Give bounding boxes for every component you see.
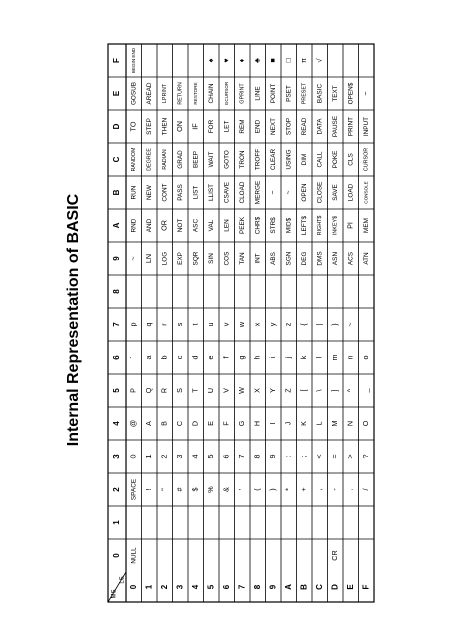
table-cell: MERGE: [254, 180, 262, 205]
table-cell: PAUSE: [331, 115, 339, 138]
table-cell: NEXT: [269, 117, 277, 136]
table-cell: -: [330, 488, 340, 491]
table-cell: w: [237, 321, 247, 328]
table-cell: RADIAN: [162, 149, 169, 170]
row-label-5: 5: [206, 584, 216, 590]
table-cell: RETURN: [177, 82, 184, 105]
table-cell: 8: [252, 454, 262, 459]
table-cell: GCURSOR: [223, 81, 229, 106]
table-cell: `: [128, 356, 138, 359]
table-cell: LOAD: [347, 183, 355, 202]
table-cell: ;: [299, 455, 309, 458]
table-cell: READ: [300, 117, 308, 136]
table-cell: z: [283, 322, 293, 327]
table-cell: ON: [175, 121, 185, 132]
table-cell: END: [254, 119, 262, 134]
table-cell: CR: [330, 550, 340, 561]
table-cell: ♦: [237, 58, 247, 63]
row-label-9: 9: [268, 584, 278, 590]
table-cell: GRAD: [176, 150, 184, 169]
table-cell: $: [190, 487, 200, 492]
row-label-d: D: [330, 584, 340, 590]
table-cell: OPEN$: [347, 82, 355, 105]
table-cell: NEW: [145, 185, 153, 200]
table-cell: K: [299, 421, 309, 426]
row-label-6: 6: [221, 584, 231, 590]
table-cell: R: [159, 387, 169, 394]
table-cell: ~: [361, 91, 371, 96]
table-cell: ♠: [206, 58, 216, 63]
table-cell: TO: [128, 121, 138, 132]
table-cell: Z: [283, 388, 293, 393]
row-label-a: A: [283, 584, 293, 590]
table-cell: DEG: [300, 251, 308, 266]
table-cell: DATA: [316, 118, 324, 135]
table-cell: H: [252, 420, 262, 427]
table-cell: CURSOR: [363, 147, 370, 172]
page-title-text: Internal Representation of BASIC: [65, 193, 82, 447]
table-cell: LEN: [223, 219, 231, 232]
column-header-c: C: [112, 156, 122, 163]
table-cell: PRINT: [347, 116, 355, 137]
table-cell: PEEK: [238, 216, 246, 235]
table-cell: OR: [159, 220, 169, 231]
table-cell: BASIC: [316, 83, 324, 104]
row-label-2: 2: [159, 584, 169, 590]
table-cell: CLS: [347, 153, 355, 166]
table-cell: √: [314, 58, 324, 63]
table-cell: T: [190, 388, 200, 393]
table-cell: RANDOM: [131, 147, 138, 172]
table-cell: ACS: [347, 251, 355, 266]
table-cell: 7: [237, 454, 247, 459]
table-cell: PASS: [176, 184, 184, 201]
table-cell: PSET: [285, 85, 293, 102]
table-cell: 1: [144, 454, 154, 459]
table-cell: #: [175, 487, 185, 492]
table-cell: INT: [254, 253, 262, 264]
table-cell: EXP: [176, 252, 184, 265]
table-cell: IF: [190, 123, 200, 130]
table-cell: TROFF: [254, 148, 262, 171]
table-cell: ?: [361, 454, 371, 459]
table-cell: FOR: [207, 119, 215, 134]
table-cell: M: [330, 420, 340, 427]
table-cell: q: [144, 322, 154, 327]
table-cell: STEP: [145, 118, 153, 135]
column-header-1: 1: [112, 520, 122, 525]
table-cell: DMS: [316, 251, 324, 266]
table-cell: ♥: [221, 58, 231, 63]
table-cell: RUN: [130, 185, 138, 200]
table-cell: CSAVE: [223, 181, 231, 204]
table-cell: DEGREE: [146, 148, 153, 171]
table-cell: LN: [144, 253, 154, 264]
column-header-6: 6: [112, 355, 122, 360]
column-header-7: 7: [112, 322, 122, 327]
table-cell: OPEN: [300, 183, 308, 202]
column-header-2: 2: [112, 487, 122, 492]
table-cell: LIST: [192, 185, 200, 200]
table-cell: +: [299, 487, 309, 492]
column-header-a: A: [112, 222, 122, 229]
column-header-e: E: [112, 90, 122, 97]
table-cell: π: [299, 58, 309, 63]
table-cell: DIM: [300, 153, 308, 166]
table-cell: THEN: [161, 117, 169, 136]
table-cell: L: [314, 421, 324, 426]
table-cell: W: [237, 387, 247, 394]
table-cell: CLOSE: [316, 181, 324, 204]
table-cell: 6: [221, 454, 231, 459]
table-cell: MID$: [285, 217, 293, 234]
column-header-0: 0: [112, 553, 122, 558]
column-header-8: 8: [112, 289, 122, 294]
table-cell: b: [159, 355, 169, 360]
table-cell: A: [144, 421, 154, 426]
table-cell: COS: [223, 251, 231, 266]
column-header-f: F: [112, 58, 122, 63]
table-cell: NOT: [176, 218, 184, 233]
column-header-d: D: [112, 123, 122, 130]
table-cell: ~: [128, 256, 138, 261]
table-cell: INKEY$: [332, 215, 339, 236]
table-cell: t: [190, 323, 200, 326]
table-cell: y: [268, 322, 278, 327]
table-cell: 5: [206, 454, 216, 459]
table-cell: CALL: [316, 151, 324, 168]
table-cell: LINE: [254, 86, 262, 101]
table-cell: d: [190, 355, 200, 360]
column-header-b: B: [112, 189, 122, 196]
table-cell: RND: [130, 218, 138, 233]
table-cell: Q: [144, 387, 154, 394]
table-cell: ATN: [362, 252, 370, 265]
table-cell: |: [314, 323, 324, 326]
table-cell: STR$: [269, 217, 277, 234]
table-cell: VAL: [207, 219, 215, 232]
table-cell: TAN: [238, 252, 246, 265]
table-cell: i: [268, 356, 278, 359]
table-cell: USING: [285, 149, 293, 170]
table-cell: ^: [345, 388, 355, 393]
row-label-b: B: [299, 584, 309, 590]
table-cell: _: [361, 388, 371, 393]
table-cell: CLEAR: [269, 148, 277, 171]
table-cell: INPUT: [362, 116, 370, 137]
column-header-9: 9: [112, 256, 122, 261]
table-cell: SAVE: [331, 184, 339, 201]
table-cell: U: [206, 387, 216, 394]
corner-ms-label: MS: [111, 589, 118, 599]
column-header-4: 4: [112, 421, 122, 426]
row-label-3: 3: [175, 584, 185, 590]
table-cell: CLOAD: [238, 181, 246, 204]
table-cell: POKE: [331, 150, 339, 169]
table-cell: F: [221, 421, 231, 426]
row-label-c: C: [314, 584, 324, 590]
table-cell: NULL: [130, 547, 138, 564]
table-cell: S: [175, 388, 185, 393]
row-label-f: F: [361, 584, 371, 590]
table-cell: ASN: [331, 251, 339, 266]
table-cell: 9: [268, 454, 278, 459]
row-label-e: E: [345, 584, 355, 590]
table-cell: {: [299, 323, 309, 326]
table-cell: ': [237, 488, 247, 491]
table-cell: !: [144, 488, 154, 491]
table-cell: BEGIN END: [130, 47, 136, 74]
table-cell: k: [299, 355, 309, 360]
table-cell: [: [299, 389, 309, 392]
table-cell: GOTO: [223, 150, 231, 169]
table-cell: p: [128, 322, 138, 327]
table-cell: g: [237, 355, 247, 360]
table-cell: h: [252, 355, 262, 360]
table-cell: MEM: [362, 218, 370, 233]
table-cell: <: [314, 454, 324, 459]
table-cell: ~: [345, 322, 355, 327]
table-cell: SIN: [207, 253, 215, 264]
table-cell: c: [175, 355, 185, 360]
table-cell: s: [175, 322, 185, 327]
table-cell: SQR: [192, 251, 200, 266]
table-cell: 4: [190, 454, 200, 459]
table-cell: B: [159, 421, 169, 426]
table-cell: LEFT$: [300, 215, 308, 236]
table-cell: LLIST: [207, 183, 215, 202]
table-cell: ASC: [192, 218, 200, 233]
table-cell: *: [283, 488, 293, 491]
table-cell: V: [221, 388, 231, 393]
row-label-7: 7: [237, 584, 247, 590]
table-cell: CONSOLE: [363, 181, 369, 204]
table-cell: &: [221, 487, 231, 492]
table-cell: C: [175, 420, 185, 427]
table-cell: O: [361, 420, 371, 427]
table-cell: BEEP: [192, 150, 200, 169]
table-cell: .: [345, 488, 355, 491]
table-cell: G: [237, 420, 247, 427]
table-cell: 3: [175, 454, 185, 459]
table-cell: x: [252, 322, 262, 327]
row-label-4: 4: [190, 584, 200, 590]
table-cell: \: [314, 389, 324, 392]
table-cell: RESTORE: [192, 82, 198, 105]
table-cell: u: [206, 322, 216, 327]
table-cell: j: [283, 356, 293, 359]
table-cell: GOSUB: [130, 81, 138, 106]
table-cell: □: [283, 58, 293, 63]
table-cell: CHAIN: [207, 83, 215, 104]
table-cell: LOG: [161, 251, 169, 266]
table-cell: :: [283, 455, 293, 458]
table-cell: WAIT: [207, 151, 215, 168]
table-cell: CHR$: [254, 216, 262, 235]
table-cell: AND: [145, 218, 153, 233]
table-cell: r: [159, 323, 169, 326]
table-cell: PRESET: [301, 82, 308, 105]
table-cell: LPRINT: [162, 83, 169, 104]
table-cell: D: [190, 420, 200, 427]
table-cell: TRON: [238, 150, 246, 169]
table-cell: (: [252, 488, 262, 491]
table-cell: I: [268, 422, 278, 425]
table-cell: PI: [345, 222, 355, 229]
table-cell: ♣: [252, 58, 262, 63]
table-cell: %: [206, 486, 216, 493]
table-cell: P: [128, 388, 138, 393]
table-cell: ,: [314, 488, 324, 491]
table-cell: l: [314, 356, 324, 359]
table-cell: o: [361, 355, 371, 360]
table-cell: ): [268, 488, 278, 491]
table-cell: =: [330, 454, 340, 459]
table-cell: GPRINT: [239, 83, 246, 104]
table-cell: 2: [159, 454, 169, 459]
table-cell: LET: [223, 120, 231, 133]
corner-ls-label: LS: [119, 576, 126, 584]
table-cell: n: [345, 355, 355, 360]
table-cell: v: [221, 322, 231, 327]
table-cell: @: [128, 419, 138, 428]
column-header-5: 5: [112, 388, 122, 393]
table-cell: RIGHT$: [317, 215, 324, 236]
table-cell: N: [345, 420, 355, 427]
table-cell: ": [159, 488, 169, 491]
table-cell: }: [330, 323, 340, 326]
table-cell: X: [252, 388, 262, 393]
table-cell: REM: [238, 119, 246, 134]
table-cell: f: [221, 356, 231, 359]
table-cell: a: [144, 355, 154, 360]
row-label-1: 1: [144, 584, 154, 590]
table-cell: ABS: [269, 252, 277, 265]
table-cell: e: [206, 355, 216, 360]
table-cell: 0: [128, 454, 138, 459]
table-cell: m: [330, 354, 340, 361]
table-cell: E: [206, 421, 216, 426]
table-cell: SGN: [285, 251, 293, 266]
table-cell: SPACE: [130, 478, 138, 501]
table-cell: TEXT: [331, 85, 339, 102]
table-cell: STOP: [285, 117, 293, 136]
table-cell: >: [345, 454, 355, 459]
table-cell: ■: [268, 58, 278, 63]
table-cell: AREAD: [145, 82, 153, 105]
column-header-3: 3: [112, 454, 122, 459]
table-cell: J: [283, 421, 293, 426]
table-cell: Y: [268, 388, 278, 393]
table-cell: POINT: [269, 83, 277, 104]
table-cell: ~: [268, 190, 278, 195]
table-cell: ~: [283, 190, 293, 195]
row-label-0: 0: [128, 584, 138, 590]
row-label-8: 8: [252, 584, 262, 590]
table-cell: ]: [330, 389, 340, 392]
table-cell: /: [361, 488, 371, 491]
table-cell: CONT: [161, 183, 169, 202]
